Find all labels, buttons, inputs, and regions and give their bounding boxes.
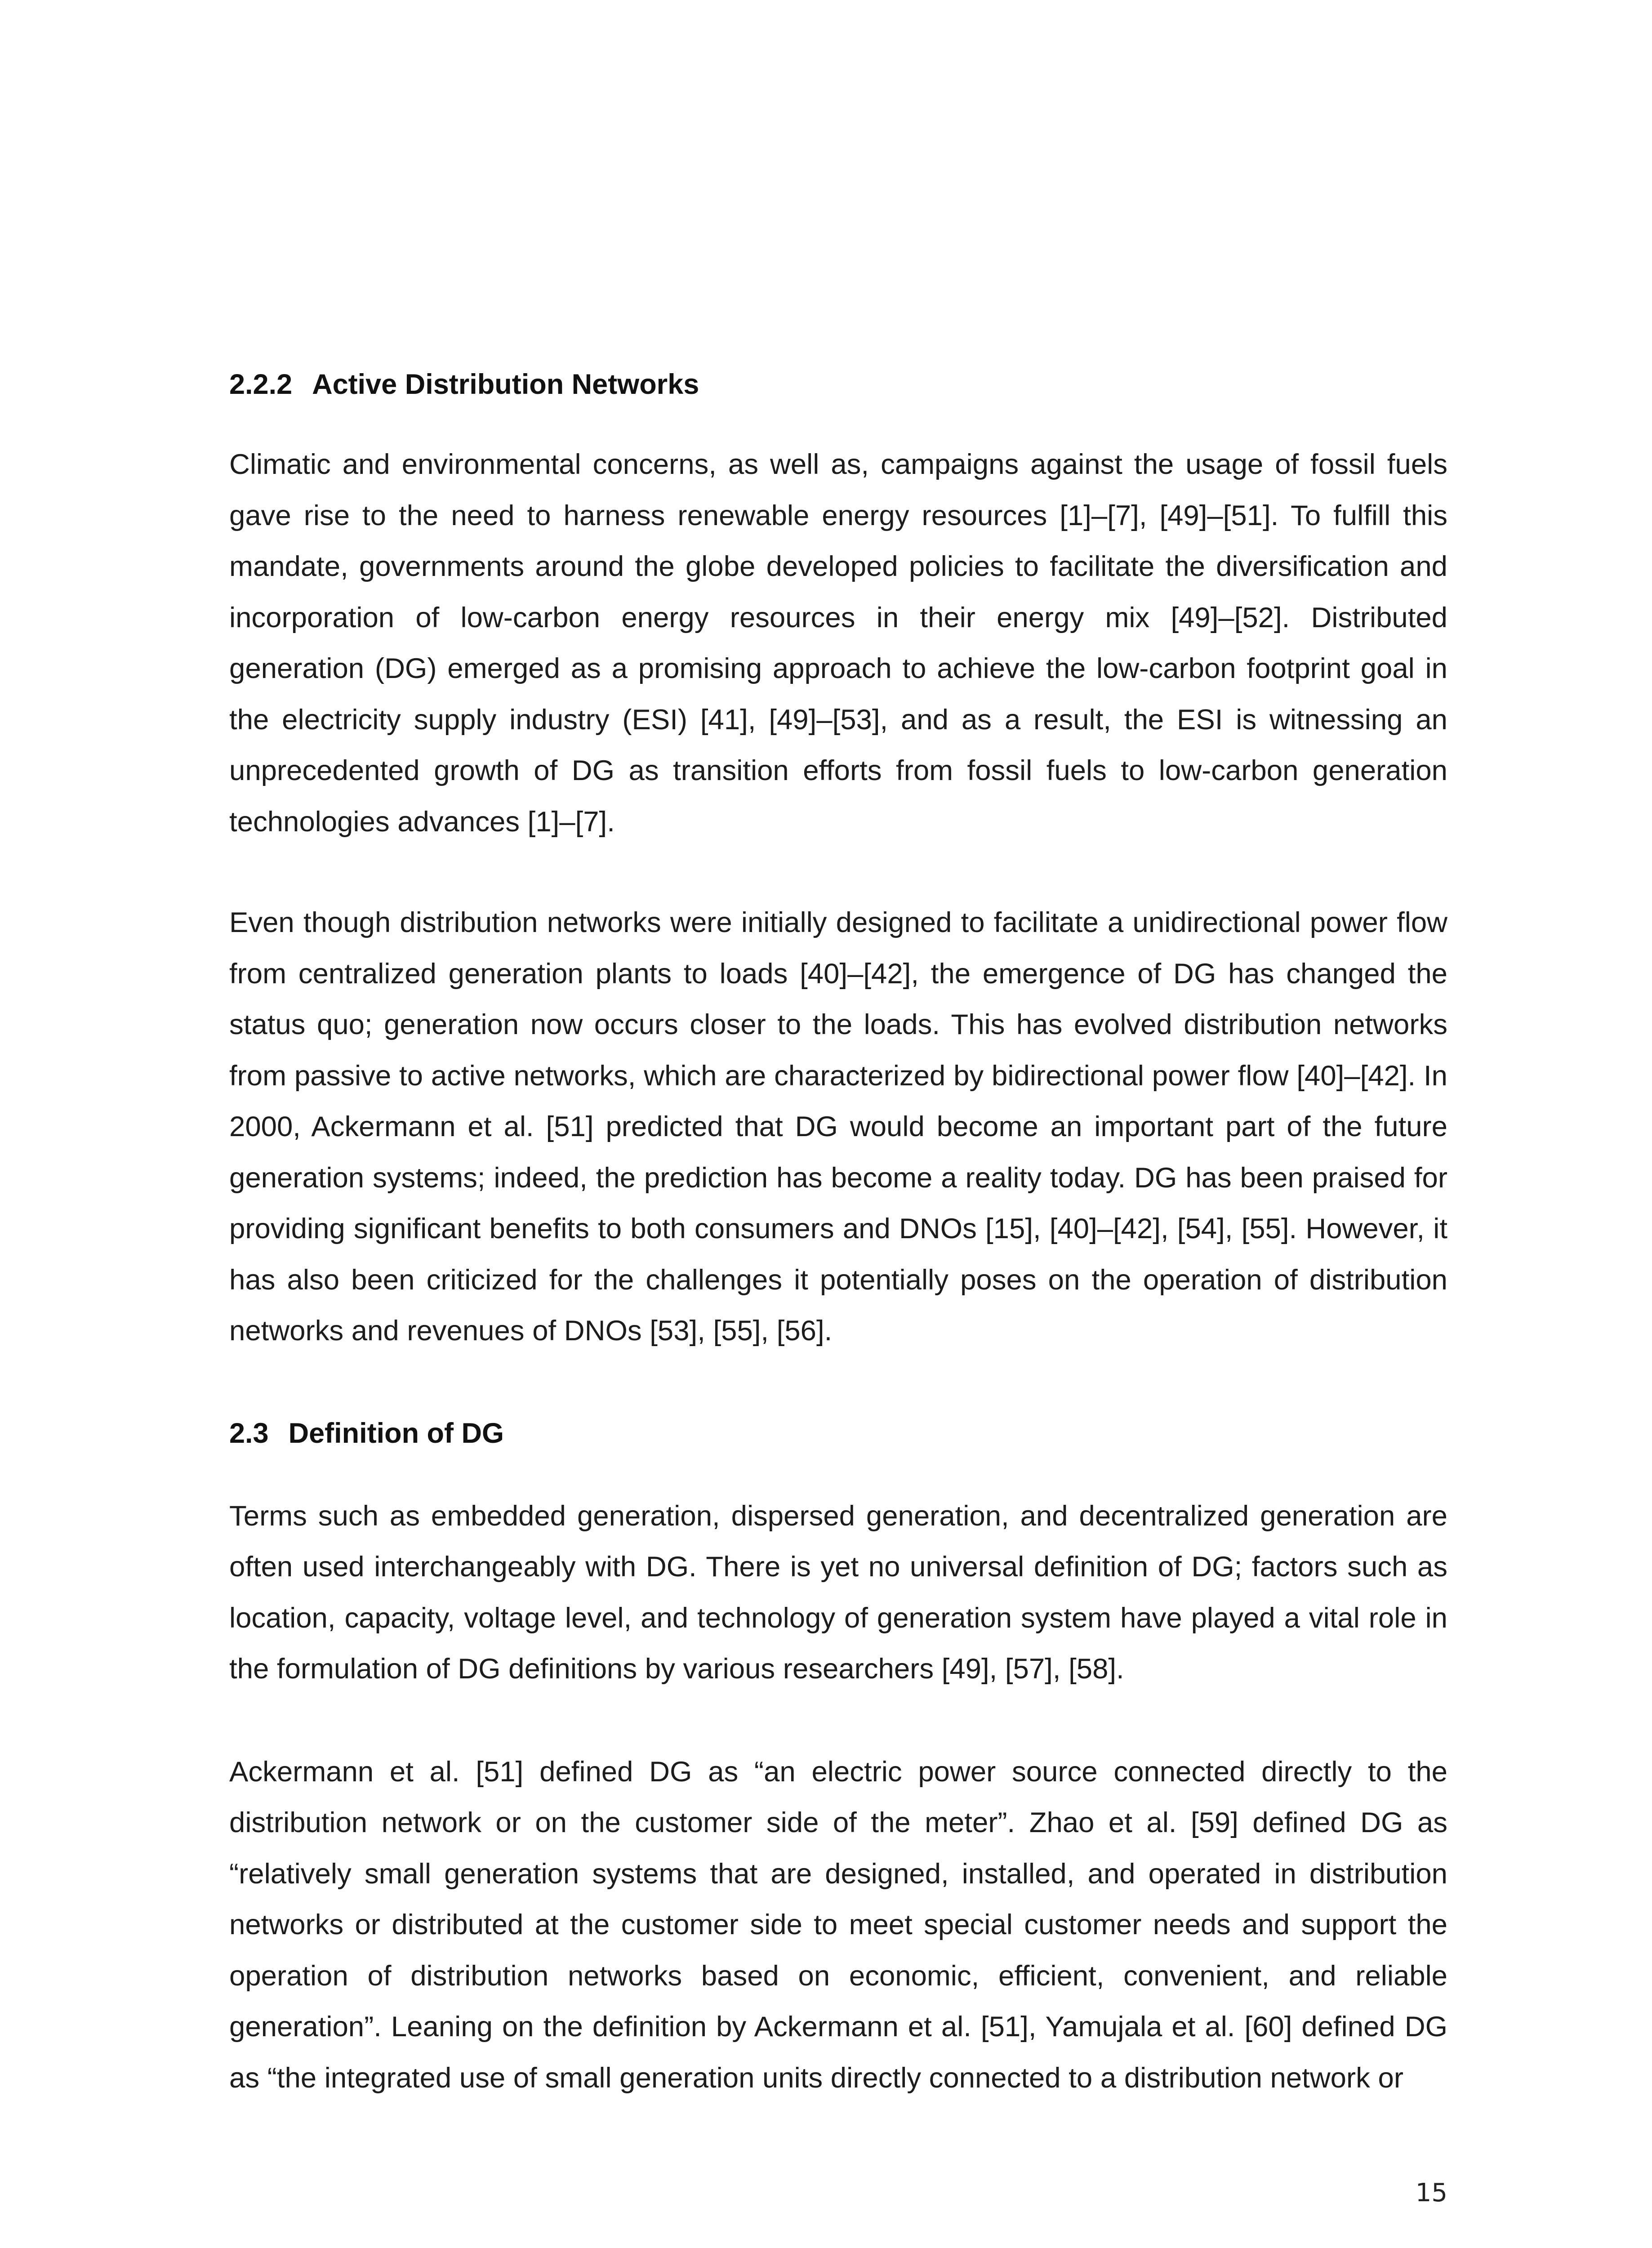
section-heading-2-3 — [229, 1406, 1447, 1460]
page-number: 15 — [1415, 2178, 1447, 2208]
paragraph: Climatic and environmental concerns, as well as, campaigns against the usage of fossil fuels gave rise to the need to harness renewable energy resources [1]–[7], [49]–[51]. To fulfill this mandate, governments around the globe developed policies to facilitate the diversification and incorporation of low-carbon energy resources in their energy mix [49]–[52]. Distributed generation (DG) emerged as a promising approach to achieve the low-carbon footprint goal in the electricity supply industry (ESI) [41], [49]–[53], and as a result, the ESI is witnessing an unprecedented growth of DG as transition efforts from fossil fuels to low-carbon generation technologies advances [1]–[7]. — [229, 449, 1447, 838]
page-content — [229, 357, 1447, 2104]
paragraph: Even though distribution networks were initially designed to facilitate a unidirectional power flow from centralized generation plants to loads [40]–[42], the emergence of DG has changed the status quo; generation now occurs closer to the loads. This has evolved distribution networks from passive to active networks, which are characterized by bidirectional power flow [40]–[42]. In 2000, Ackermann et al. [51] predicted that DG would become an important part of the future generation systems; indeed, the prediction has become a reality today. DG has been praised for providing significant benefits to both consumers and DNOs [15], [40]–[42], [54], [55]. However, it has also been criticized for the challenges it potentially poses on the operation of distribution networks and revenues of DNOs [53], [55], [56]. — [229, 907, 1447, 1347]
section-number: 2.3 — [229, 1417, 269, 1449]
section-number: 2.2.2 — [229, 369, 293, 400]
paragraph: Ackermann et al. [51] defined DG as “an electric power source connected directly to the distribution network or on the customer side of the meter”. Zhao et al. [59] defined DG as “relatively small generation systems that are designed, installed, and operated in distribution networks or distributed at the customer side to meet special customer needs and support the operation of distribution networks based on economic, efficient, convenient, and reliable generation”. Leaning on the definition by Ackermann et al. [51], Yamujala et al. [60] defined DG as “the integrated use of small generation units directly connected to a distribution network or — [229, 1756, 1447, 2094]
section-title: Active Distribution Networks — [312, 369, 699, 400]
section-title: Definition of DG — [288, 1417, 504, 1449]
paragraph: Terms such as embedded generation, dispersed generation, and decentralized generation are often used interchangeably with DG. There is yet no universal definition of DG; factors such as location, capacity, voltage level, and technology of generation system have played a vital role in the formulation of DG definitions by various researchers [49], [57], [58]. — [229, 1500, 1447, 1685]
section-heading-2-2-2 — [229, 357, 1447, 411]
